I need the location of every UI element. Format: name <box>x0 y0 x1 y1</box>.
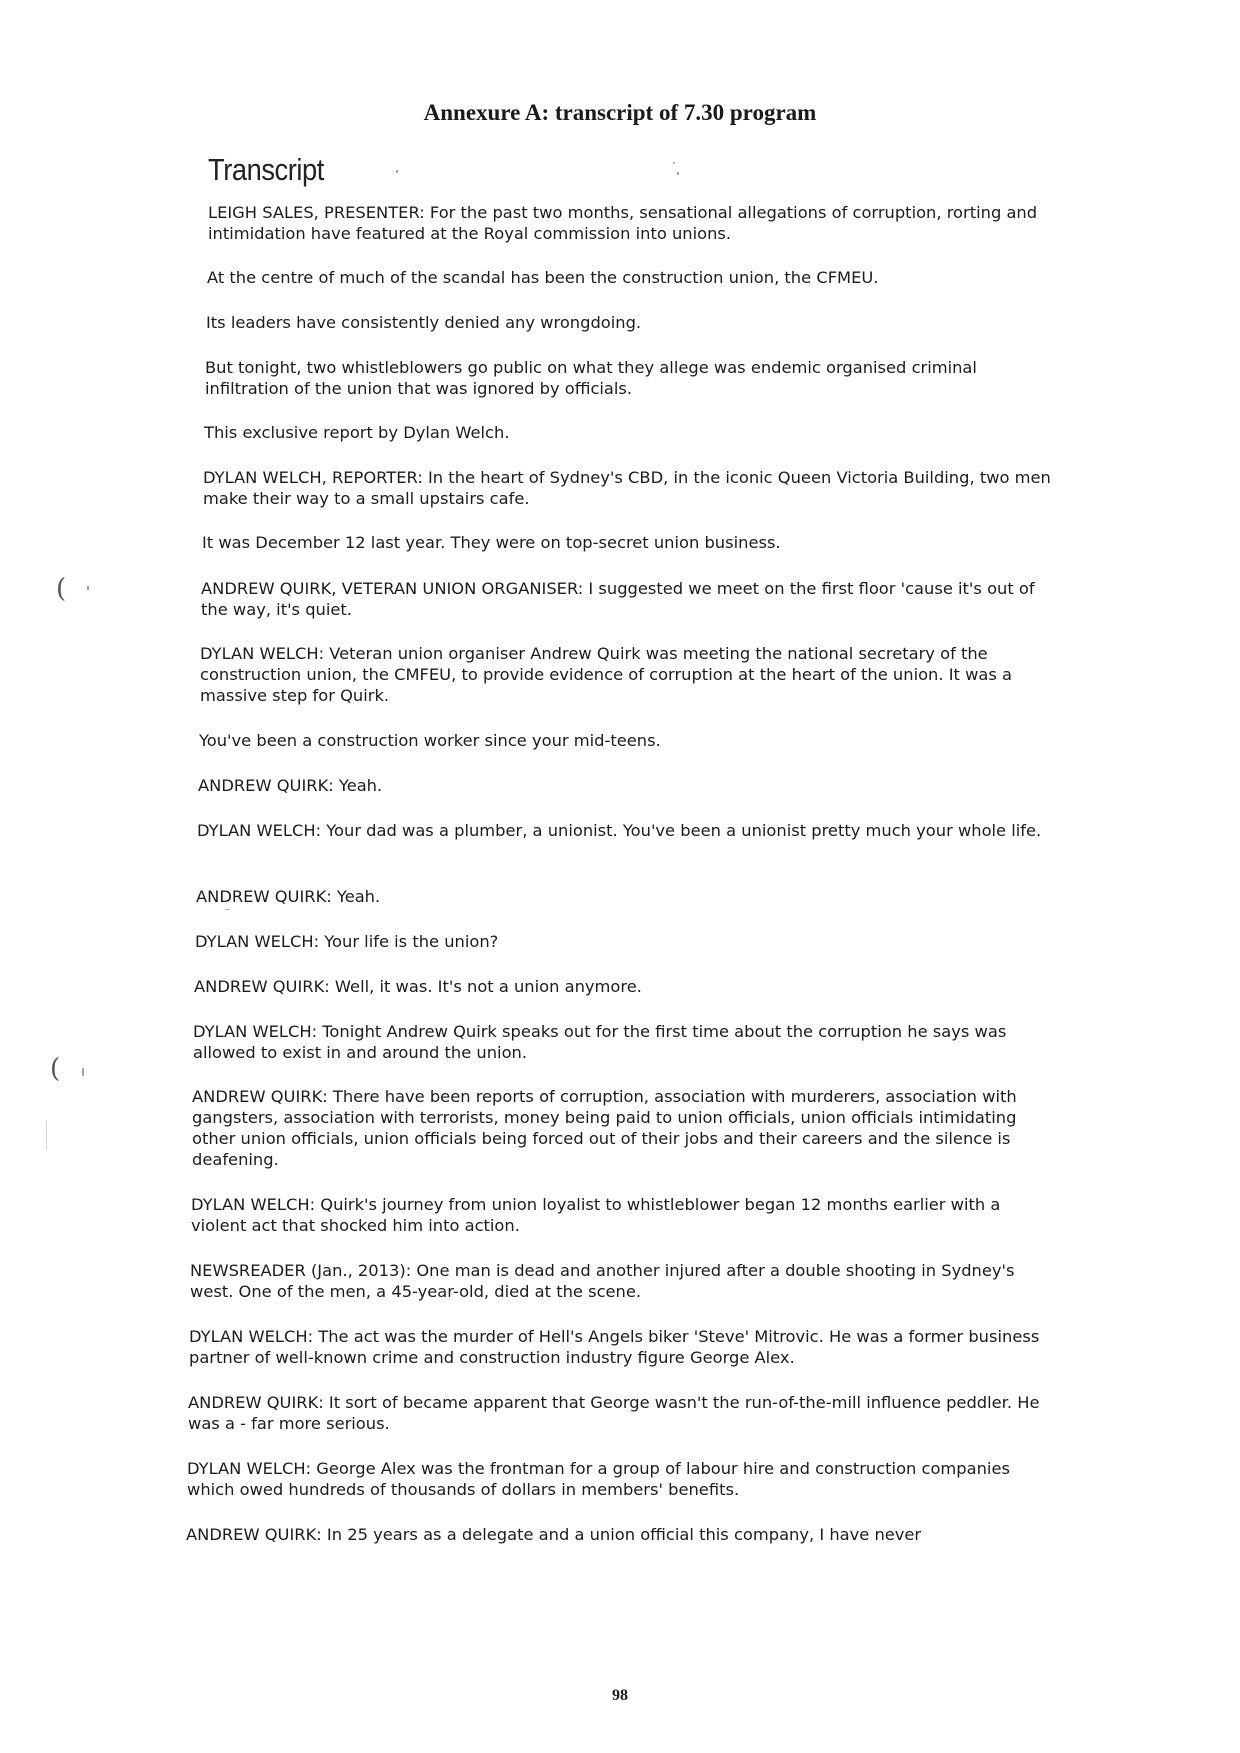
transcript-heading: Transcript <box>208 152 324 187</box>
punch-hole-mark: ( <box>50 1054 61 1084</box>
punch-hole-mark: ( <box>56 574 67 604</box>
scan-speck <box>225 909 230 910</box>
transcript-paragraph: Its leaders have consistently denied any wrongdoing. <box>206 313 642 332</box>
transcript-paragraph: It was December 12 last year. They were on top-secret union business. <box>202 533 781 552</box>
annexure-title: Annexure A: transcript of 7.30 program <box>423 100 817 125</box>
transcript-paragraph: ANDREW QUIRK: Yeah. <box>198 776 383 795</box>
transcript-paragraph: LEIGH SALES, PRESENTER: For the past two months, sensational allegations of corruption, rorting and intimidation have featured at the Royal commission into unions. <box>208 203 1038 243</box>
scan-speck <box>82 1068 84 1076</box>
transcript-paragraph: DYLAN WELCH: Quirk's journey from union loyalist to whistleblower began 12 months earlier with a violent act that shocked him into action. <box>191 1195 1001 1235</box>
transcript-paragraph: DYLAN WELCH: Your dad was a plumber, a unionist. You've been a unionist pretty much your whole life. <box>197 821 1042 840</box>
scan-speck <box>46 1120 47 1150</box>
scan-speck <box>673 162 675 164</box>
transcript-paragraph: ANDREW QUIRK: In 25 years as a delegate and a union official this company, I have never <box>186 1525 922 1544</box>
transcript-paragraph: But tonight, two whistleblowers go public on what they allege was endemic organised criminal infiltration of the union that was ignored by officials. <box>205 358 977 398</box>
scan-speck <box>396 170 398 173</box>
transcript-paragraph: This exclusive report by Dylan Welch. <box>204 423 510 442</box>
transcript-paragraph: ANDREW QUIRK: There have been reports of corruption, association with murderers, association with gangsters, association with terrorists, money being paid to union officials, union officials intimidating other union officials, union officials being forced out of their jobs and their careers and the silence is deafening. <box>192 1087 1017 1169</box>
transcript-paragraph: NEWSREADER (Jan., 2013): One man is dead and another injured after a double shooting in Sydney's west. One of the men, a 45-year-old, died at the scene. <box>190 1261 1015 1301</box>
scan-speck <box>87 586 89 590</box>
transcript-paragraph: DYLAN WELCH: George Alex was the frontman for a group of labour hire and construction companies which owed hundreds of thousands of dollars in members' benefits. <box>187 1459 1010 1499</box>
transcript-paragraph: ANDREW QUIRK: Yeah. <box>196 887 381 906</box>
transcript-paragraph: DYLAN WELCH: Tonight Andrew Quirk speaks out for the first time about the corruption he says was allowed to exist in and around the union. <box>193 1022 1007 1062</box>
transcript-paragraph: DYLAN WELCH: The act was the murder of Hell's Angels biker 'Steve' Mitrovic. He was a former business partner of well-known crime and construction industry figure George Alex. <box>189 1327 1040 1367</box>
scan-speck <box>677 172 679 175</box>
page-number: 98 <box>612 1687 628 1704</box>
transcript-paragraph: ANDREW QUIRK: It sort of became apparent that George wasn't the run-of-the-mill influence peddler. He was a - far more serious. <box>188 1393 1040 1433</box>
transcript-paragraph: ANDREW QUIRK: Well, it was. It's not a union anymore. <box>194 977 642 996</box>
transcript-paragraph: You've been a construction worker since your mid-teens. <box>199 731 661 750</box>
transcript-paragraph: ANDREW QUIRK, VETERAN UNION ORGANISER: I suggested we meet on the first floor 'cause it's out of the way, it's quiet. <box>201 579 1035 619</box>
transcript-paragraph: At the centre of much of the scandal has been the construction union, the CFMEU. <box>207 268 879 287</box>
transcript-paragraph: DYLAN WELCH: Your life is the union? <box>195 932 499 951</box>
transcript-paragraph: DYLAN WELCH: Veteran union organiser Andrew Quirk was meeting the national secretary of the construction union, the CMFEU, to provide evidence of corruption at the heart of the union. It was a massive step for Quirk. <box>200 644 1013 705</box>
transcript-paragraph: DYLAN WELCH, REPORTER: In the heart of Sydney's CBD, in the iconic Queen Victoria Building, two men make their way to a small upstairs cafe. <box>203 468 1051 508</box>
